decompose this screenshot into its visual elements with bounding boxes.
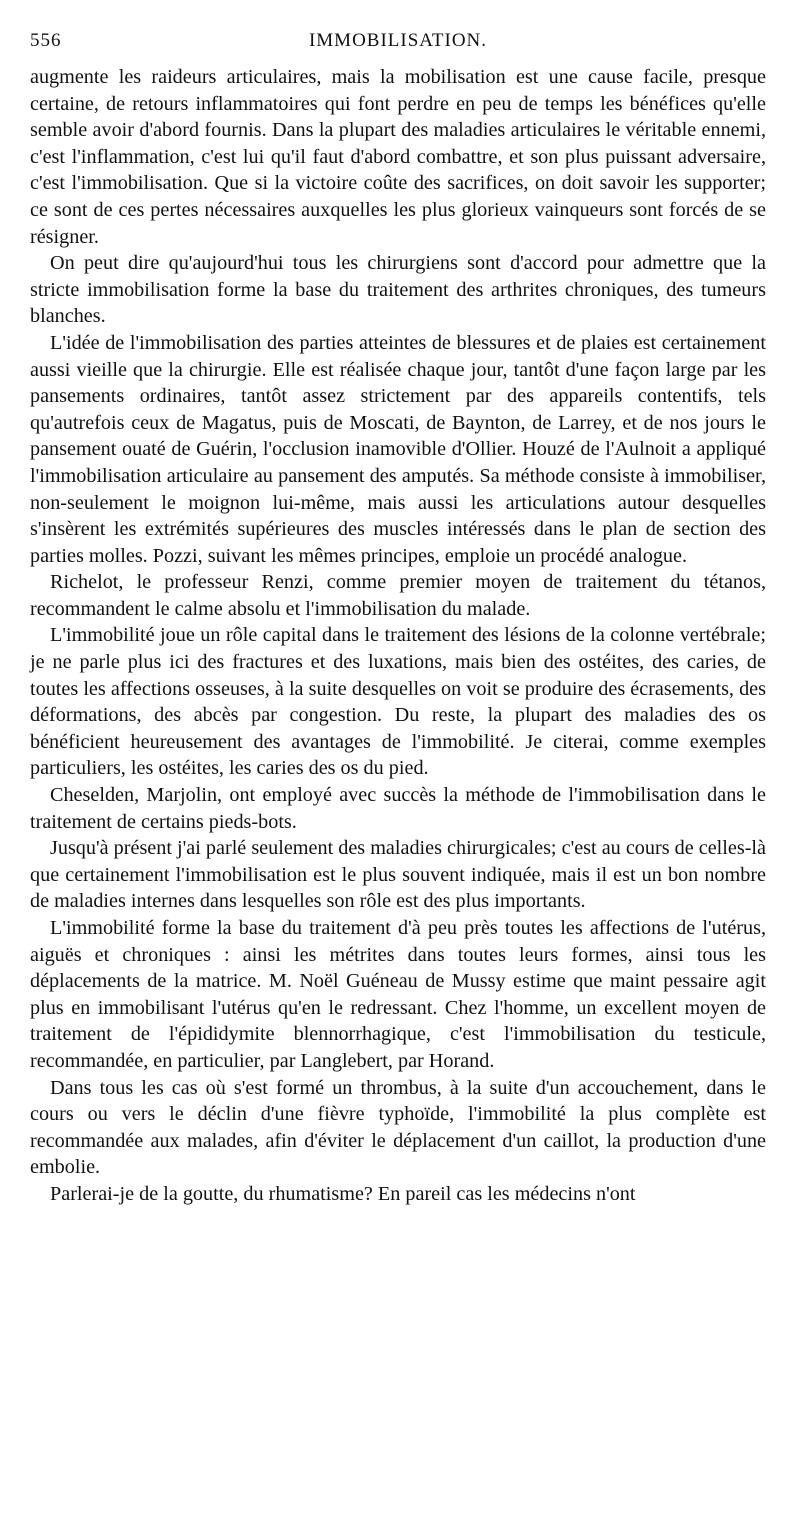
- paragraph-uterus: L'immobilité forme la base du traitement d'à peu près toutes les affections de l'utérus, aiguës et chroniques : ainsi les métrites dans toutes leurs formes, ainsi tous les déplacements de la matrice. M. Noël Guéneau de Mussy estime que maint pessaire agit plus en immobilisant l'utérus qu'en le redressant. Chez l'homme, un excellent moyen de traitement de l'épididymite blennorrhagique, c'est l'immobilisation du testicule, recommandée, en particulier, par Langlebert, par Horand.: [30, 917, 766, 1072]
- paragraph-internal-diseases: Jusqu'à présent j'ai parlé seulement des maladies chirurgicales; c'est au cours de celles-là que certainement l'immobilisation est le plus souvent indiquée, mais il est un bon nombre de maladies internes dans lesquelles son rôle est des plus importants.: [30, 837, 766, 913]
- paragraph-tetanus: Richelot, le professeur Renzi, comme premier moyen de traitement du tétanos, recommandent le calme absolu et l'immobilisation du malade.: [30, 571, 766, 620]
- book-page: [30, 30, 766, 1208]
- page-header: [30, 30, 766, 56]
- body-text: [30, 64, 766, 1208]
- page-number: 556: [30, 30, 62, 51]
- paragraph-surgeons-agreement: On peut dire qu'aujourd'hui tous les chirurgiens sont d'accord pour admettre que la stricte immobilisation forme la base du traitement des arthrites chroniques, des tumeurs blanches.: [30, 252, 766, 328]
- paragraph-thrombus: Dans tous les cas où s'est formé un thrombus, à la suite d'un accouchement, dans le cours ou vers le déclin d'une fièvre typhoïde, l'immobilité la plus complète est recommandée aux malades, afin d'éviter le déplacement d'un caillot, la production d'une embolie.: [30, 1076, 766, 1179]
- paragraph-gout: Parlerai-je de la goutte, du rhumatisme? En pareil cas les médecins n'ont: [50, 1182, 636, 1205]
- paragraph-clubfoot: Cheselden, Marjolin, ont employé avec succès la méthode de l'immobilisation dans le traitement de certains pieds-bots.: [30, 784, 766, 833]
- paragraph-continued: augmente les raideurs articulaires, mais la mobilisation est une cause facile, presque certaine, de retours inflammatoires qui font perdre en peu de temps les bénéfices qu'elle semble avoir d'abord fournis. Dans la plupart des maladies articulaires le véritable ennemi, c'est l'inflammation, c'est lui qu'il faut d'abord combattre, et son plus puissant adversaire, c'est l'immobilisation. Que si la victoire coûte des sacrifices, on doit savoir les supporter; ce sont de ces pertes nécessaires auxquelles les plus glorieux vainqueurs sont forcés de se résigner.: [30, 66, 766, 248]
- running-title: IMMOBILISATION.: [308, 30, 488, 51]
- paragraph-wounds-immobilisation: L'idée de l'immobilisation des parties atteintes de blessures et de plaies est certainement aussi vieille que la chirurgie. Elle est réalisée chaque jour, tantôt d'une façon large par les pansements ordinaires, tantôt assez strictement par des appareils contentifs, tels qu'autrefois ceux de Magatus, puis de Moscati, de Baynton, de Larrey, et de nos jours le pansement ouaté de Guérin, l'occlusion inamovible d'Ollier. Houzé de l'Aulnoit a appliqué l'immobilisation articulaire au pansement des amputés. Sa méthode consiste à immobiliser, non-seulement le moignon lui-même, mais aussi les articulations autour desquelles s'insèrent les extrémités supérieures des muscles intéressés dans le plan de section des parties molles. Pozzi, suivant les mêmes principes, emploie un procédé analogue.: [30, 331, 766, 567]
- paragraph-spine: L'immobilité joue un rôle capital dans le traitement des lésions de la colonne vertébrale; je ne parle plus ici des fractures et des luxations, mais bien des ostéites, des caries, de toutes les affections osseuses, à la suite desquelles on voit se produire des écrasements, des déformations, des abcès par congestion. Du reste, la plupart des maladies des os bénéficient heureusement des avantages de l'immobilité. Je citerai, comme exemples particuliers, les ostéites, les caries des os du pied.: [30, 624, 766, 780]
